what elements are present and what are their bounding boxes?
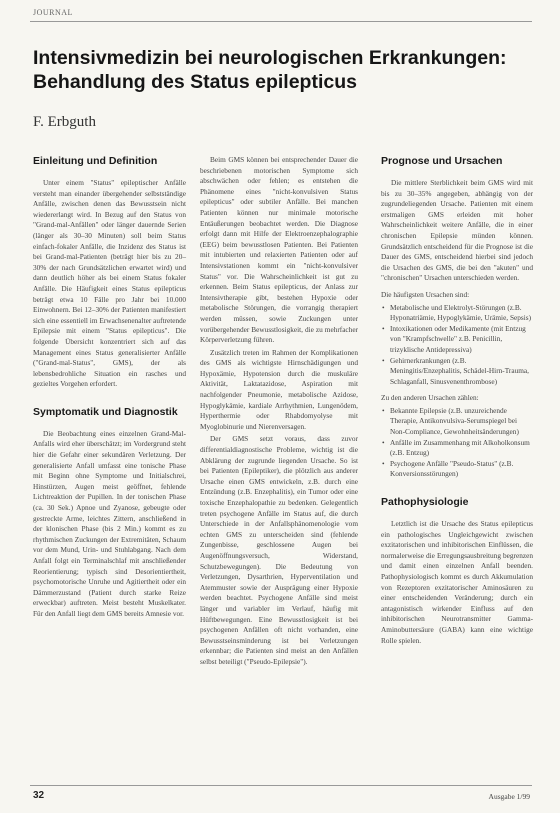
page-number: 32 bbox=[33, 790, 45, 801]
column-left bbox=[33, 155, 186, 622]
article-title: Intensivmedizin bei neurologischen Erkrankungen: Behandlung des Status epilepticus bbox=[33, 47, 507, 93]
list-item: • Psychogene Anfälle "Pseudo-Status" (z.B. Konversionsstörungen) bbox=[390, 459, 533, 480]
list-item: • Anfälle im Zusammenhang mit Alkoholkonsum (z.B. Entzug) bbox=[390, 438, 533, 459]
body-paragraph-2: Zusätzlich treten im Rahmen der Komplikationen des GMS als wichtigste Hirnschädigungen und Hypoxämie, Hypotension durch die muskuläre Aktivität, Laktatazidose, Aspiration mit nachfolgender Pneumonie, metabolische Azidose, Hypoglykämie, kardiale Arrhythmien, Lungenödem, Hyperthermie oder Rhabdomyolyse mit Myoglobinurie und Nierenversagen. bbox=[200, 347, 358, 431]
body-paragraph-1: Beim GMS können bei entsprechender Dauer die beschriebenen motorischen Symptome sich abschwächen oder fehlen; es entstehen die Phänomene eines "nicht-konvulsiven Status epilepticus" oder subtiler Anfälle. Bei manchen Patienten können nur minimale motorische Entäußerungen beobachtet werden. Die Diagnose erfolgt dann mit Hilfe der Elektroenzephalographie (EEG) beim bewusstlosen Patienten. Bei Patienten mit intubierten und relaxierten Patienten oder auf Intensivstationen kommt ein "nicht-konvulsiver Status" vor. Die Wahrscheinlichkeit ist gut zu erkennen. Beim Status epilepticus, der Anlass zur Intensivtherapie gibt, bestehen Hypoxie oder metabolische Störungen, die vorrangig therapiert werden müssen, sowie Zuckungen unter vorübergehender Bewusstlosigkeit, die zu mehrfacher Körperverletzung führen. bbox=[200, 155, 358, 345]
causes-list bbox=[381, 303, 533, 388]
list-item: • Gehirnerkrankungen (z.B. Meningitis/Enzephalitis, Schädel-Hirn-Trauma, Schlaganfall, Sinusvenenthrombose) bbox=[390, 356, 533, 388]
other-causes-label: Zu den anderen Ursachen zählen: bbox=[381, 393, 479, 403]
body-paragraph-3: Der GMS setzt voraus, dass zuvor differentialdiagnostische Probleme, wichtig ist die Abklärung der zugrunde liegenden Ursache. So ist bei Patienten (Epileptiker), die plötzlich aus anderer Ursache einen GMS entwickeln, z.B. durch eine Entzündung (z.B. Enzephalitis), ein Tumor oder eine toxische Enzephalopathie zu bedenken. Gelegentlich treten psychogene Anfälle im Status auf, die durch Unterschiede in der Anfallsphänomenologie vom echten GMS zu unterscheiden sind (fehlende Zungenbisse, geschlossene Augen bei Augenöffnungsversuch, Widerstand, Schutzbewegungen). Die Bedeutung von Verletzungen, Dysarthrien, Hyperventilation und Atemmuster sowie der Ausprägung einer Hypoxie werden beachtet. Psychogene Anfälle sind meist länger und variabler im Verlauf, häufig mit Hüftbewegungen. Eine Bewusstlosigkeit ist bei psychogenen Anfällen oft nicht vorhanden, eine Bewusstseinsminderung ist bei Verletzungen erkennbar; die Patienten sind meist an den Anfällen selbst beteiligt ("Pseudo-Epilepsie"). bbox=[200, 434, 358, 666]
column-right bbox=[381, 155, 533, 648]
other-causes-list bbox=[381, 406, 533, 480]
prognosis-paragraph: Die mittlere Sterblichkeit beim GMS wird mit bis zu 30–35% angegeben, abhängig von der zugrundeliegenden Ursache. Patienten mit einem erstmaligen GMS erleiden mit hoher Wahrscheinlichkeit weitere Anfälle, die in einer chronischen Epilepsie münden können. Grundsätzlich entscheidend für die Prognose ist die Dauer des GMS, entscheidend hierbei sind jedoch die Ursachen des GMS, die bei den "akuten" und "chronischen" Ursachen unterschieden werden. bbox=[381, 178, 533, 283]
running-head: JOURNAL bbox=[33, 8, 73, 17]
intro-paragraph: Unter einem "Status" epileptischer Anfälle versteht man einander übergehender selbstständige Anfälle, zwischen denen das Bewusstsein nicht wiedererlangt wird. In Bezug auf den Status von "Grand-mal-Anfällen" oder länger dauernde Serien (länger als 30–30 Minuten) soll beim Status einfach-fokaler Anfälle, die Inzidenz des Status ist bei Grand-mal-Patienten (beträgt hier bis zu 20–30% der nach Grundsätzlichen erwartet wird) und dann deutlich höher als bei einem Status fokaler Anfälle. Die Häufigkeit eines Status epilepticus beträgt etwa 10 Fälle pro Jahr bei 10.000 Einwohnern. Bei 12–30% der Patienten manifestiert sich eine essentiell im Erwachsenenalter auftretende Epilepsie mit einem "Status epilepticus". Die folgende Übersicht konzentriert sich auf das Management eines Status generalisierter Anfälle ("Grand-mal-Status", GMS), der als lebensbedrohliche Situation ein rasches und gezieltes Vorgehen erfordert. bbox=[33, 178, 186, 389]
causes-label: Die häufigsten Ursachen sind: bbox=[381, 289, 470, 299]
list-item: • Metabolische und Elektrolyt-Störungen (z.B. Hyponatriämie, Hypoglykämie, Urämie, Sepsis) bbox=[390, 303, 533, 324]
header-rule bbox=[30, 21, 532, 22]
list-item: • Intoxikationen oder Medikamente (mit Entzug von "Krampfschwelle" z.B. Penicillin, trizyklische Antidepressiva) bbox=[390, 324, 533, 356]
column-middle bbox=[200, 155, 358, 670]
section-heading-prognosis: Prognose und Ursachen bbox=[381, 155, 503, 167]
symptoms-paragraph: Die Beobachtung eines einzelnen Grand-Mal-Anfalls wird eher überschätzt; im Vordergrund steht hier die Gefahr einer sekundären Verletzung. Der generalisierte Anfall umfasst eine tonische Phase mit Beginn ohne Symptome und Initialschrei, Hinstürzen, Augen meist geöffnet, fehlende Lichtreaktion der Pupillen. In der tonischen Phase (ca. 30 Sek.) Apnoe und Zyanose, gebeugte oder gestreckte Arme, leichtes Zittern, anschließend in der klonischen Phase (bis 2 Min.) kommt es zu rhythmischen Zuckungen der Extremitäten, Schaum vor dem Mund, Urin- und Stuhlabgang. Nach dem Anfall folgt ein Terminalschlaf mit anschließender Reorientierung; typisch sind Desorientiertheit, psychomotorische Unruhe und Agitiertheit oder ein Dämmerzustand (Patient durch starke Reize erweckbar) auftreten. Meist besteht Muskelkater. Für den Anfall liegt dem GMS bereits Amnesie vor. bbox=[33, 428, 186, 618]
section-heading-pathophysiology: Pathophysiologie bbox=[381, 496, 469, 509]
pathophysiology-paragraph: Letztlich ist die Ursache des Status epilepticus ein pathologisches Ungleichgewicht zwischen exzitatorischen und inhibitorischen Einflüssen, die normalerweise die Erregungsausbreitung begrenzen und damit einen einzelnen Anfall beenden. Pathophysiologisch kommt es durch Akkumulation von Rezeptoren exzitatorischer Aminosäuren zu einer entscheidenden Veränderung; durch ein antagonistisch wirkender Einfluss auf den inhibitorischen Neurotransmitter Gamma-Aminobuttersäure (GABA) kann eine wichtige Rolle spielen. bbox=[381, 519, 533, 645]
footer-rule bbox=[30, 785, 532, 786]
section-heading-symptoms: Symptomatik und Diagnostik bbox=[33, 405, 178, 418]
list-item: • Bekannte Epilepsie (z.B. unzureichende Therapie, Antikonvulsiva-Serumspiegel bei Non-Compliance, Gewohnheitsänderungen) bbox=[390, 406, 533, 438]
section-heading-intro: Einleitung und Definition bbox=[33, 155, 158, 167]
article-author: F. Erbguth bbox=[33, 114, 96, 130]
issue-label: Ausgabe 1/99 bbox=[488, 792, 530, 801]
